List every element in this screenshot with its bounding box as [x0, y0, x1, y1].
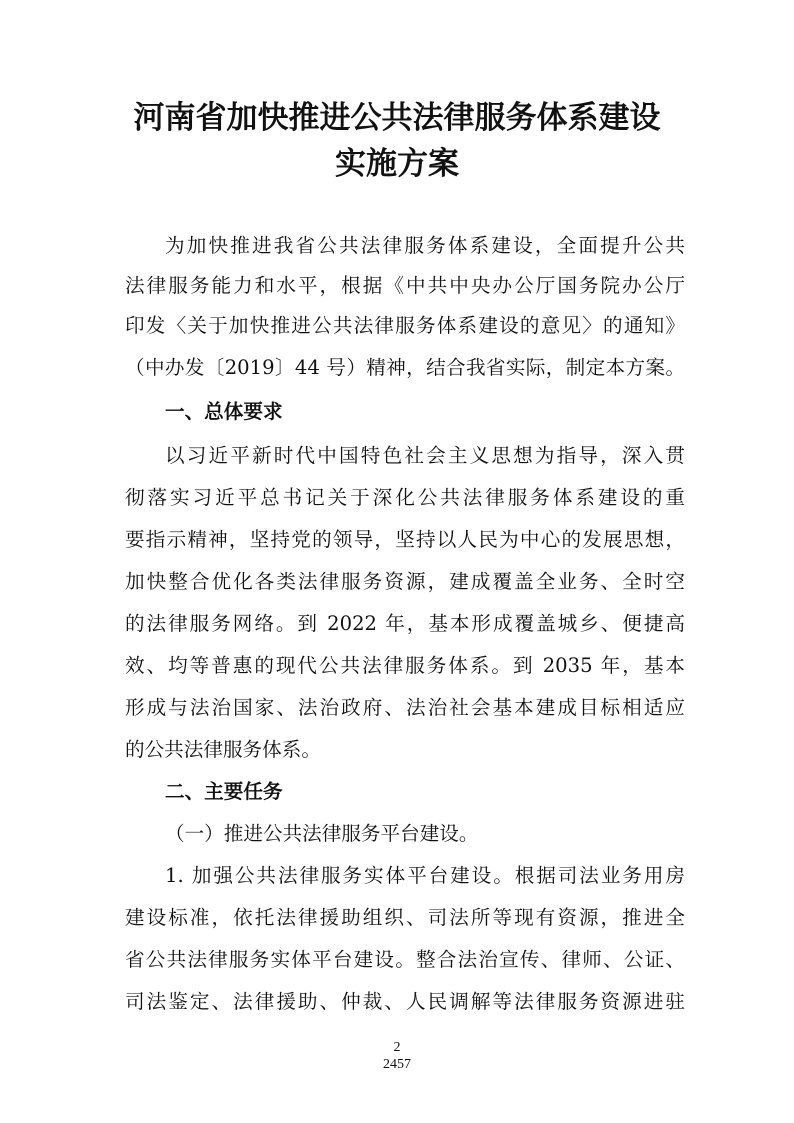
section-1-line-4: 加快整合优化各类法律服务资源，建成覆盖全业务、全时空 [125, 570, 685, 593]
section-1-line-5: 的法律服务网络。到 2022 年，基本形成覆盖城乡、便捷高 [125, 612, 685, 635]
section-1-line-1: 以习近平新时代中国特色社会主义思想为指导，深入贯 [165, 444, 685, 467]
section-2-line-2: 建设标准，依托法律援助组织、司法所等现有资源，推进全 [125, 906, 685, 929]
document-title-line-1: 河南省加快推进公共法律服务体系建设 [133, 100, 661, 136]
section-1-line-2: 彻落实习近平总书记关于深化公共法律服务体系建设的重 [125, 486, 685, 509]
section-1-heading: 一、总体要求 [165, 400, 283, 423]
intro-line-4: （中办发〔2019〕44 号）精神，结合我省实际，制定本方案。 [125, 356, 685, 379]
page-number: 2 [393, 1040, 401, 1055]
section-1-line-8: 的公共法律服务体系。 [125, 738, 321, 761]
section-2-line-4: 司法鉴定、法律援助、仲裁、人民调解等法律服务资源进驻 [125, 990, 685, 1013]
intro-line-2: 法律服务能力和水平，根据《中共中央办公厅国务院办公厅 [125, 274, 685, 297]
document-title-line-2: 实施方案 [335, 146, 459, 182]
section-2-line-3: 省公共法律服务实体平台建设。整合法治宣传、律师、公证、 [125, 948, 685, 971]
intro-line-1: 为加快推进我省公共法律服务体系建设，全面提升公共 [165, 234, 685, 257]
section-1-line-6: 效、均等普惠的现代公共法律服务体系。到 2035 年，基本 [125, 654, 685, 677]
section-1-line-7: 形成与法治国家、法治政府、法治社会基本建成目标相适应 [125, 696, 685, 719]
section-2-subheading: （一）推进公共法律服务平台建设。 [165, 822, 479, 845]
document-sequence-number: 2457 [383, 1057, 411, 1072]
intro-line-3: 印发〈关于加快推进公共法律服务体系建设的意见〉的通知》 [125, 314, 685, 337]
section-1-line-3: 要指示精神，坚持党的领导，坚持以人民为中心的发展思想， [125, 528, 685, 551]
section-2-line-1: 1. 加强公共法律服务实体平台建设。根据司法业务用房 [165, 864, 685, 887]
section-2-heading: 二、主要任务 [165, 780, 283, 803]
